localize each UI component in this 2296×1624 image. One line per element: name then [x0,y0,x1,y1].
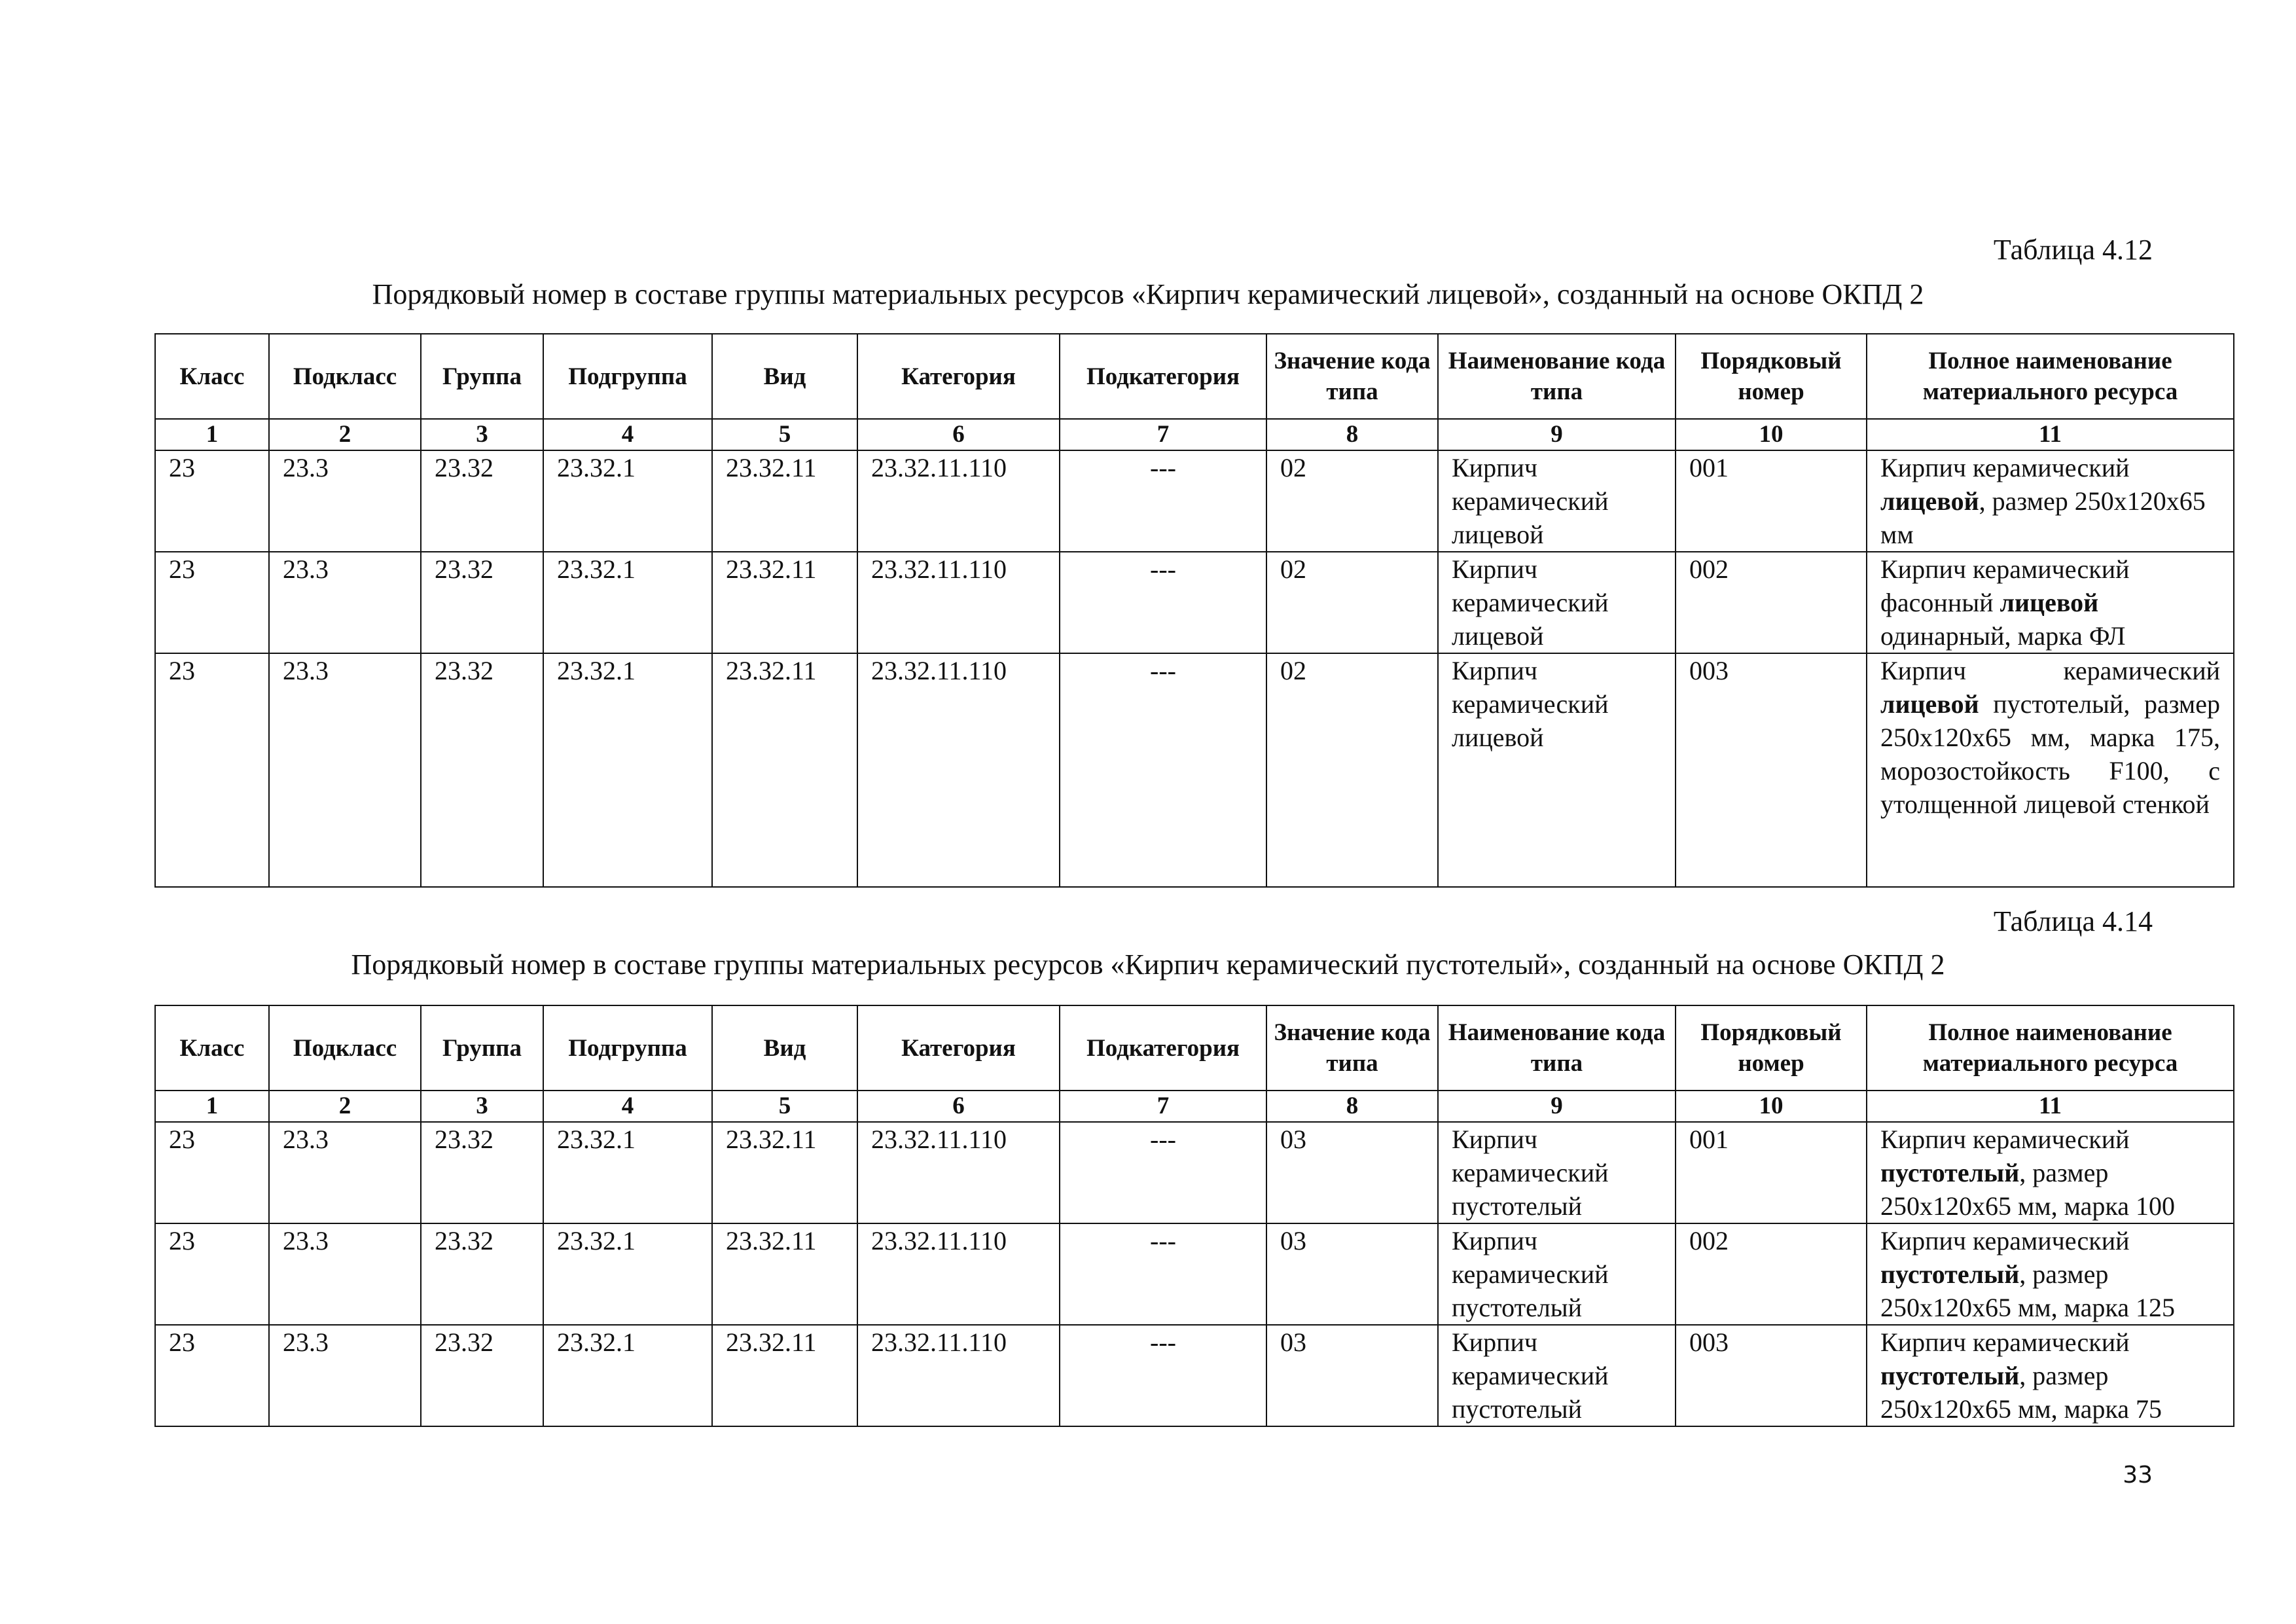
cell-serial-number: 001 [1676,1122,1867,1223]
column-number: 3 [421,419,543,450]
column-number: 7 [1060,419,1266,450]
column-number: 5 [712,419,857,450]
table-4-12 [154,333,2234,888]
column-header: Подкласс [269,1005,421,1091]
cell-subcategory: --- [1060,653,1266,887]
cell-category: 23.32.11.110 [857,1325,1060,1426]
table-row [155,1223,2234,1325]
cell-kind: 23.32.11 [712,1223,857,1325]
cell-class: 23 [155,1122,269,1223]
column-header: Группа [421,1005,543,1091]
cell-kind: 23.32.11 [712,1325,857,1426]
cell-kind: 23.32.11 [712,450,857,552]
cell-category: 23.32.11.110 [857,552,1060,653]
column-number: 5 [712,1091,857,1122]
table-header-row [155,1005,2234,1091]
column-header: Значение кода типа [1266,1005,1438,1091]
column-number: 4 [543,1091,712,1122]
cell-serial-number: 002 [1676,552,1867,653]
column-number: 6 [857,1091,1060,1122]
cell-group: 23.32 [421,450,543,552]
cell-subgroup: 23.32.1 [543,1122,712,1223]
column-header: Значение кода типа [1266,334,1438,419]
cell-serial-number: 001 [1676,450,1867,552]
column-header: Группа [421,334,543,419]
cell-full-name: Кирпич керамический пустотелый, размер 250х120х65 мм, марка 75 [1867,1325,2234,1426]
column-number-row [155,419,2234,450]
cell-class: 23 [155,450,269,552]
column-header: Подкатегория [1060,1005,1266,1091]
column-header: Вид [712,1005,857,1091]
cell-class: 23 [155,1223,269,1325]
column-number: 2 [269,1091,421,1122]
cell-subclass: 23.3 [269,450,421,552]
column-header: Подкатегория [1060,334,1266,419]
table-row [155,653,2234,887]
cell-subclass: 23.3 [269,1325,421,1426]
column-number: 7 [1060,1091,1266,1122]
cell-full-name: Кирпич керамический лицевой пустотелый, размер 250х120х65 мм, марка 175, морозостойкость F100, с утолщенной лицевой стенкой [1867,653,2234,887]
cell-type-name: Кирпич керамический лицевой [1438,450,1676,552]
column-header: Порядковый номер [1676,334,1867,419]
column-header: Категория [857,334,1060,419]
column-header: Класс [155,334,269,419]
cell-type-name: Кирпич керамический пустотелый [1438,1325,1676,1426]
column-number: 11 [1867,419,2234,450]
cell-type-name: Кирпич керамический лицевой [1438,552,1676,653]
cell-subgroup: 23.32.1 [543,1223,712,1325]
cell-type-name: Кирпич керамический лицевой [1438,653,1676,887]
cell-subclass: 23.3 [269,1122,421,1223]
table-4-14 [154,1005,2234,1427]
cell-serial-number: 003 [1676,653,1867,887]
table-row [155,552,2234,653]
cell-subgroup: 23.32.1 [543,653,712,887]
cell-group: 23.32 [421,1325,543,1426]
column-number-row [155,1091,2234,1122]
cell-type-code: 03 [1266,1325,1438,1426]
cell-type-code: 03 [1266,1122,1438,1223]
column-header: Наименование кода типа [1438,1005,1676,1091]
cell-type-code: 02 [1266,450,1438,552]
cell-serial-number: 003 [1676,1325,1867,1426]
cell-type-code: 02 [1266,552,1438,653]
cell-subcategory: --- [1060,552,1266,653]
cell-kind: 23.32.11 [712,653,857,887]
column-number: 11 [1867,1091,2234,1122]
table-title-4-14: Порядковый номер в составе группы материальных ресурсов «Кирпич керамический пустотелый», созданный на основе ОКПД 2 [351,948,1945,981]
column-header: Класс [155,1005,269,1091]
cell-class: 23 [155,653,269,887]
column-number: 1 [155,1091,269,1122]
cell-subcategory: --- [1060,450,1266,552]
cell-subclass: 23.3 [269,653,421,887]
table-header-row [155,334,2234,419]
column-header: Подгруппа [543,334,712,419]
column-number: 9 [1438,1091,1676,1122]
cell-subclass: 23.3 [269,552,421,653]
cell-full-name: Кирпич керамический лицевой, размер 250х120х65 мм [1867,450,2234,552]
cell-group: 23.32 [421,653,543,887]
column-number: 1 [155,419,269,450]
cell-subcategory: --- [1060,1223,1266,1325]
cell-group: 23.32 [421,1223,543,1325]
table-title-4-12: Порядковый номер в составе группы материальных ресурсов «Кирпич керамический лицевой», созданный на основе ОКПД 2 [372,278,1924,310]
cell-kind: 23.32.11 [712,552,857,653]
column-number: 6 [857,419,1060,450]
cell-category: 23.32.11.110 [857,653,1060,887]
table-label-4-12: Таблица 4.12 [1993,234,2153,266]
column-number: 10 [1676,1091,1867,1122]
column-header: Полное наименование материального ресурса [1867,334,2234,419]
cell-type-name: Кирпич керамический пустотелый [1438,1223,1676,1325]
column-number: 2 [269,419,421,450]
cell-class: 23 [155,1325,269,1426]
cell-group: 23.32 [421,1122,543,1223]
column-header: Категория [857,1005,1060,1091]
cell-category: 23.32.11.110 [857,1122,1060,1223]
cell-subgroup: 23.32.1 [543,450,712,552]
cell-category: 23.32.11.110 [857,450,1060,552]
column-header: Порядковый номер [1676,1005,1867,1091]
column-header: Полное наименование материального ресурса [1867,1005,2234,1091]
cell-class: 23 [155,552,269,653]
column-number: 3 [421,1091,543,1122]
column-header: Подкласс [269,334,421,419]
cell-group: 23.32 [421,552,543,653]
cell-subcategory: --- [1060,1325,1266,1426]
cell-type-name: Кирпич керамический пустотелый [1438,1122,1676,1223]
column-header: Подгруппа [543,1005,712,1091]
table-row [155,1122,2234,1223]
cell-full-name: Кирпич керамический пустотелый, размер 250х120х65 мм, марка 100 [1867,1122,2234,1223]
cell-type-code: 03 [1266,1223,1438,1325]
cell-subgroup: 23.32.1 [543,1325,712,1426]
cell-subgroup: 23.32.1 [543,552,712,653]
page-number: 33 [2123,1462,2153,1489]
cell-subclass: 23.3 [269,1223,421,1325]
column-number: 10 [1676,419,1867,450]
cell-full-name: Кирпич керамический пустотелый, размер 250х120х65 мм, марка 125 [1867,1223,2234,1325]
column-number: 9 [1438,419,1676,450]
cell-subcategory: --- [1060,1122,1266,1223]
cell-type-code: 02 [1266,653,1438,887]
cell-category: 23.32.11.110 [857,1223,1060,1325]
column-number: 8 [1266,1091,1438,1122]
cell-kind: 23.32.11 [712,1122,857,1223]
table-row [155,1325,2234,1426]
table-row [155,450,2234,552]
cell-serial-number: 002 [1676,1223,1867,1325]
column-number: 4 [543,419,712,450]
column-header: Вид [712,334,857,419]
column-number: 8 [1266,419,1438,450]
cell-full-name: Кирпич керамический фасонный лицевой одинарный, марка ФЛ [1867,552,2234,653]
column-header: Наименование кода типа [1438,334,1676,419]
table-label-4-14: Таблица 4.14 [1993,905,2153,937]
